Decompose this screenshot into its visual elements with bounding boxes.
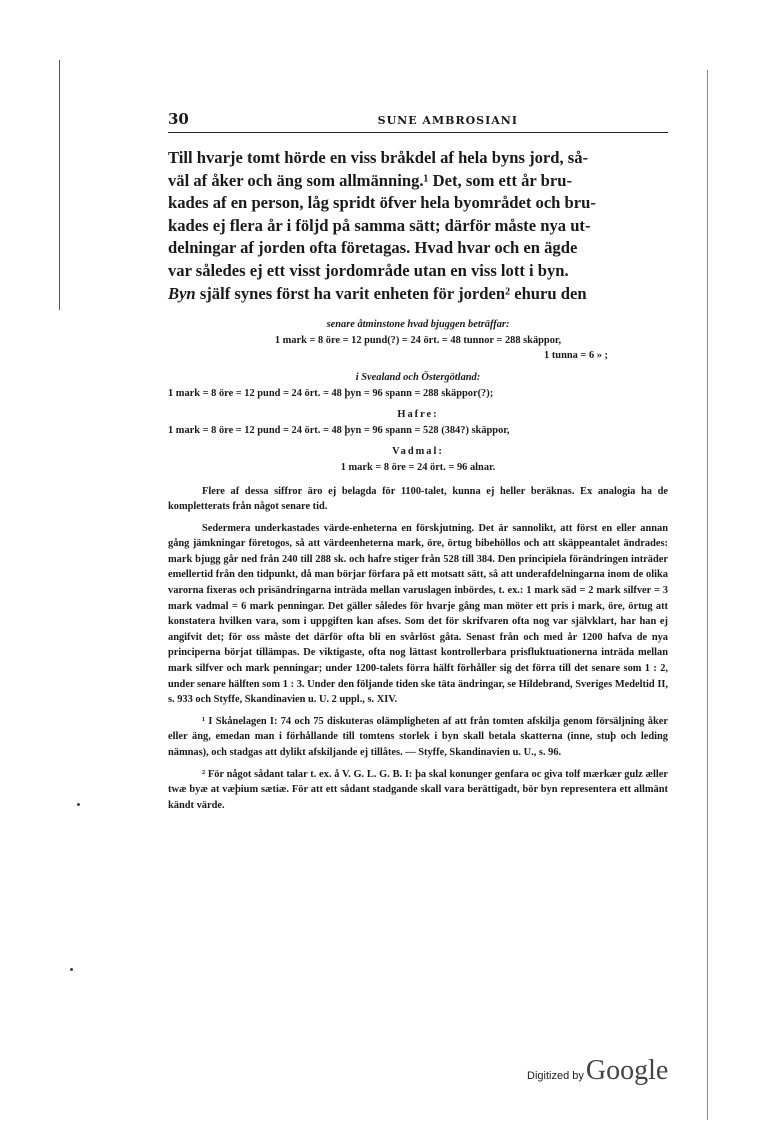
- footnote-table: [168, 317, 668, 475]
- google-logo: Google: [585, 1055, 669, 1086]
- footnote-paragraph: Sedermera underkastades värde-enheterna en förskjutning. Det är sannolikt, att först en eller annan gång jämkningar företogos, så att värdeenheterna mark, öre, örtug bibehöllos och att skäppeantalet ändrades: mark bjugg går ned från 240 till 288 sk. och hafre stiger från 528 till 384. Den principiela förändringen inträder emellertid från den tidpunkt, då man börjar förfara på ett motsatt sätt, så att underafdelningarna inom de olika varorna fixeras och prisändringarna inträda mellan varuslagen inbördes, t. ex.: 1 mark säd = 2 mark silfver = 3 mark vadmal = 6 mark penningar. Det gäller således för hvarje gång man möter ett pris i mark, öre, örtug att konstatera hvilken vara, som i uppgiften kan afses. Som det för skrifvaren ofta nog var självklart, har han ej angifvit det; för oss måste det därför ofta bli en svårlöst gåta. Senast från och med år 1200 hafva de nya principerna börjat tillämpas. De viktigaste, ofta nog lättast kontrollerbara prisfluktuationerna inträda mellan mark silfver och mark penningar; under 1200-talets förra hälft förhåller sig det förra till det senare som 1 : 2, under senare hälften som 1 : 3. Under den följande tiden ske täta ändringar, se Hildebrand, Sveriges Medeltid II, s. 933 och Styffe, Skandinavien u. U. 2 uppl., s. XIV.: [168, 522, 668, 706]
- watermark-small-text: Digitized by: [527, 1070, 584, 1082]
- page-number: 30: [168, 110, 189, 128]
- table-heading: Vadmal:: [392, 446, 444, 458]
- table-row: 1 mark = 8 öre = 12 pund = 24 ört. = 48 þyn = 96 spann = 288 skäppor(?);: [168, 387, 494, 399]
- italic-word: Byn: [168, 283, 196, 303]
- table-row: 1 mark = 8 öre = 12 pund(?) = 24 ört. = 48 tunnor = 288 skäppor,: [274, 334, 562, 346]
- text-line: kades af en person, låg spridt öfver hela byområdet och bru-: [168, 193, 596, 213]
- left-page-edge: [59, 60, 60, 310]
- table-heading: i Svealand och Östergötland:: [355, 371, 481, 383]
- text-line-rest: själf synes först ha varit enheten för jorden² ehuru den: [195, 283, 587, 303]
- right-page-edge: [707, 70, 708, 1120]
- table-row: 1 mark = 8 öre = 12 pund = 24 ört. = 48 þyn = 96 spann = 528 (384?) skäppor,: [168, 424, 510, 436]
- page-speck: [77, 803, 80, 806]
- page-speck: [70, 968, 73, 971]
- book-page: [168, 110, 668, 813]
- running-head: SUNE AMBROSIANI: [377, 114, 518, 127]
- footnote-1: ¹ I Skånelagen I: 74 och 75 diskuteras olämpligheten af att från tomten afskilja genom försäljning åker eller äng, emedan man i förhållande till tomtens storlek i byn skall betala skatterna (inne, stuþ och leding nämnas), och stadgas att dylikt afskiljande ej tillåtes. — Styffe, Skandinavien u. U., s. 96.: [168, 715, 668, 758]
- google-watermark: [527, 1055, 668, 1087]
- footnote-paragraph: Flere af dessa siffror äro ej belagda för 1100-talet, kunna ej heller beräknas. Ex analogia ha de kompletterats från något senare tid.: [168, 485, 668, 513]
- page-header: [168, 110, 668, 133]
- table-heading: Hafre:: [397, 409, 439, 421]
- table-row: 1 mark = 8 öre = 24 ört. = 96 alnar.: [340, 461, 496, 473]
- text-line: Till hvarje tomt hörde en viss bråkdel af hela byns jord, så-: [168, 148, 589, 167]
- table-row: 1 tunna = 6 » ;: [544, 350, 608, 362]
- footnote-2: ² För något sådant talar t. ex. å V. G. L. G. B. I: þa skal konunger genfara oc giva tolf mærkær gulz æller twæ byæ at væþium sætiæ. För att ett sådant stadgande skall vara berättigadt, bör byn representera ett allmänt kändt värde.: [168, 768, 668, 811]
- footnote-notes: [168, 484, 668, 814]
- text-line: kades ej flera år i följd på samma sätt; därför måste nya ut-: [168, 215, 591, 235]
- text-line: delningar af jorden ofta företagas. Hvad hvar och en ägde: [168, 238, 578, 258]
- text-line: väl af åker och äng som allmänning.¹ Det, som ett år bru-: [168, 170, 572, 190]
- table-heading: senare åtminstone hvad bjuggen beträffar:: [326, 319, 510, 331]
- text-line: var således ej ett visst jordområde utan en viss lott i byn.: [168, 260, 569, 280]
- text-line: [168, 283, 668, 306]
- main-text: [168, 147, 668, 305]
